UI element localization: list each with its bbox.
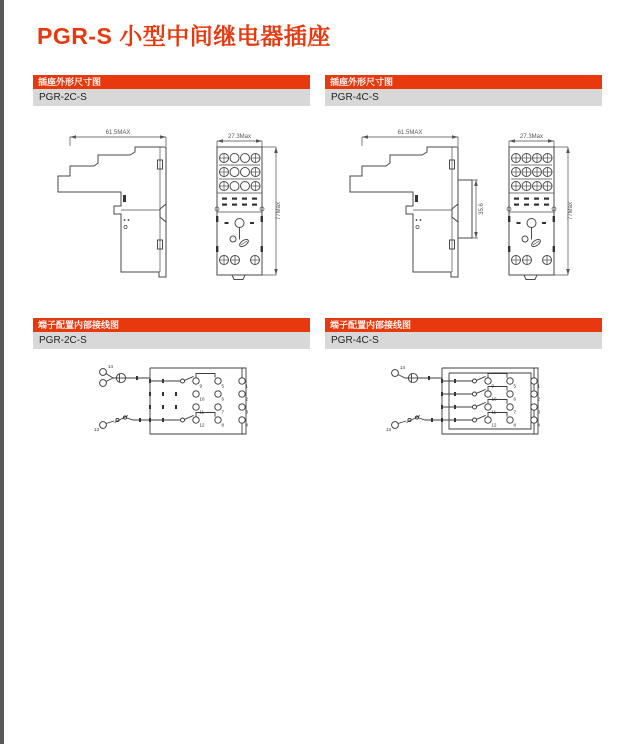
terminal-label: 10: [491, 396, 497, 402]
section-header-wire-2c: 端子配置内部接线图: [33, 318, 310, 332]
model-label-dim-4c: PGR-4C-S: [325, 89, 602, 106]
dim-overall-width-4c: 61.5MAX: [397, 130, 423, 136]
terminal-label: 6: [513, 396, 516, 402]
terminal-label: 7: [221, 409, 224, 415]
terminal-label: 9: [491, 383, 494, 389]
dim-depth-4c: 35.6: [479, 203, 485, 215]
terminal-label: 1: [537, 383, 540, 389]
terminal-label: 4: [245, 422, 248, 428]
terminal-label: 9: [199, 383, 202, 389]
dim-overall-width-2c: 61.5MAX: [105, 130, 131, 136]
model-label-dim-2c: PGR-2C-S: [33, 89, 310, 106]
terminal-label: 12: [199, 422, 205, 428]
coil-terminal-label-top: 14: [108, 364, 113, 369]
terminal-label: 5: [221, 383, 224, 389]
pgr-4c-s-wiring-diagram: [325, 352, 602, 472]
pgr-2c-s-wiring-diagram: [33, 352, 310, 472]
contact-grid-4c: [441, 368, 541, 434]
side-view-4c: [350, 130, 485, 277]
terminal-label: 10: [199, 396, 205, 402]
section-header-dim-2c: 插座外形尺寸图: [33, 75, 310, 89]
terminal-label: 5: [513, 383, 516, 389]
terminal-label: 11: [491, 409, 497, 415]
terminal-label: 3: [537, 409, 540, 415]
terminal-label: 6: [221, 396, 224, 402]
side-block-4c: [458, 180, 472, 238]
terminal-label: 3: [245, 409, 248, 415]
terminal-label: 4: [537, 422, 540, 428]
front-view-2c: [215, 134, 282, 280]
terminal-label: 11: [199, 409, 205, 415]
page-spine: [0, 0, 4, 744]
coil-terminal-label-bottom: 13: [386, 427, 391, 432]
terminal-label: 8: [221, 422, 224, 428]
model-label-wire-4c: PGR-4C-S: [325, 332, 602, 349]
contact-grid-2c: [149, 368, 249, 434]
section-header-dim-4c: 插座外形尺寸图: [325, 75, 602, 89]
coil-circuit-2c: [94, 364, 150, 432]
page-title: PGR-S 小型中间继电器插座: [37, 23, 331, 49]
dim-height-2c: 77Max: [276, 201, 282, 221]
coil-terminal-label-top: 14: [400, 365, 405, 370]
coil-terminal-label-bottom: 13: [94, 427, 99, 432]
terminal-label: 12: [491, 422, 497, 428]
dim-height-4c: 77Max: [568, 201, 574, 221]
pgr-2c-s-dimension-drawing: [33, 106, 310, 316]
coil-circuit-4c: [386, 365, 442, 432]
dim-front-width-4c: 27.3Max: [519, 134, 544, 140]
model-label-wire-2c: PGR-2C-S: [33, 332, 310, 349]
terminal-label: 2: [245, 396, 248, 402]
terminal-label: 8: [513, 422, 516, 428]
dim-front-width-2c: 27.3Max: [227, 134, 252, 140]
section-header-wire-4c: 端子配置内部接线图: [325, 318, 602, 332]
front-view-4c: [507, 134, 574, 280]
terminal-label: 2: [537, 396, 540, 402]
side-view-2c: [58, 130, 166, 277]
terminal-label: 1: [245, 383, 248, 389]
terminal-label: 7: [513, 409, 516, 415]
pgr-4c-s-dimension-drawing: [325, 106, 602, 316]
